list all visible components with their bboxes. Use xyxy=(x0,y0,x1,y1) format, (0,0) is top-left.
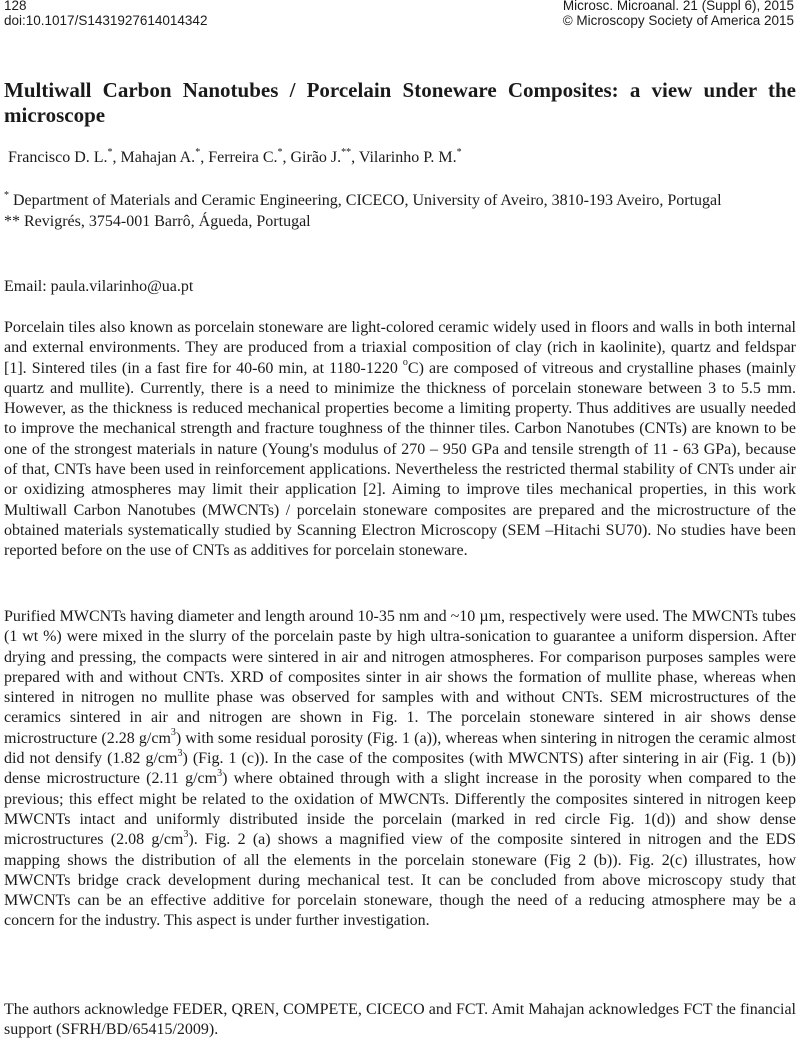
acknowledgements: The authors acknowledge FEDER, QREN, COMPETE, CICECO and FCT. Amit Mahajan acknowledges FCT the financial support (SFRH/BD/65415/2009). xyxy=(4,1001,796,1039)
journal-citation: Microsc. Microanal. 21 (Suppl 6), 2015 xyxy=(562,0,794,13)
author-affiliation-mark: ** xyxy=(341,146,352,158)
paper-title: Multiwall Carbon Nanotubes / Porcelain Stoneware Composites: a view under the microscope xyxy=(4,78,796,127)
author-name: Francisco D. L. xyxy=(8,149,108,166)
author-name: Girão J. xyxy=(290,149,342,166)
author-affiliation-mark: * xyxy=(277,146,283,158)
author-affiliation-mark: * xyxy=(195,146,201,158)
author-affiliation-mark: * xyxy=(107,146,113,158)
contact-email: Email: paula.vilarinho@ua.pt xyxy=(4,278,194,295)
author-name: Mahajan A. xyxy=(120,149,196,166)
author-name: Vilarinho P. M. xyxy=(358,149,457,166)
affiliation-secondary: ** Revigrés, 3754-001 Barrô, Águeda, Portugal xyxy=(4,212,311,230)
author-list: Francisco D. L.*, Mahajan A.*, Ferreira C.*, Girão J.**, Vilarinho P. M.* xyxy=(8,146,462,166)
affiliation-primary: * Department of Materials and Ceramic Engineering, CICECO, University of Aveiro, 3810-193 Aveiro, Portugal xyxy=(4,189,722,209)
superscript: 3 xyxy=(170,727,176,739)
author-name: Ferreira C. xyxy=(208,149,278,166)
superscript: o xyxy=(402,357,408,369)
superscript: 3 xyxy=(217,768,223,780)
copyright: © Microscopy Society of America 2015 xyxy=(562,13,794,28)
body-paragraph-1: Porcelain tiles also known as porcelain stoneware are light-colored ceramic widely used in floors and walls in both internal and external environments. They are produced from a triaxial composition of clay (rich in kaolinite), quartz and feldspar [1]. Sintered tiles (in a fast fire for 40-60 min, at 1180-1220 $^o$C) are composed of vitreous and crystalline phases (mainly quartz and mullite). Currently, there is a need to minimize the thickness of porcelain stoneware between 3 to 5.5 mm. However, as the thickness is reduced mechanical properties become a limiting property. Thus additives are usually needed to improve the mechanical strength and fracture toughness of the thinner tiles. Carbon Nanotubes (CNTs) are known to be one of the strongest materials in nature (Young's modulus of 270 – 950 GPa and tensile strength of 11 - 63 GPa), because of that, CNTs have been used in reinforcement applications. Nevertheless the restricted thermal stability of CNTs under air or oxidizing atmospheres may limit their application [2]. Aiming to improve tiles mechanical properties, in this work Multiwall Carbon Nanotubes (MWCNTs) / porcelain stoneware composites are prepared and the microstructure of the obtained materials systematically studied by Scanning Electron Microscopy (SEM –Hitachi SU70). No studies have been reported before on the use of CNTs as additives for porcelain stoneware. xyxy=(4,319,796,560)
affiliation-mark: * xyxy=(4,189,9,201)
affiliations xyxy=(4,191,796,232)
body-paragraph-2: Purified MWCNTs having diameter and length around 10-35 nm and ~10 µm, respectively were used. The MWCNTs tubes (1 wt %) were mixed in the slurry of the porcelain paste by high ultra-sonication to guarantee a uniform dispersion. After drying and pressing, the compacts were sintered in air and nitrogen atmospheres. For comparison purposes samples were prepared with and without CNTs. XRD of composites sinter in air shows the formation of mullite phase, whereas when sintered in nitrogen no mullite phase was observed for samples with and without CNTs. SEM microstructures of the ceramics sintered in air and nitrogen are shown in Fig. 1. The porcelain stoneware sintered in air shows dense microstructure (2.28 $g/cm^3$) with some residual porosity (Fig. 1 (a)), whereas when sintering in nitrogen the ceramic almost did not densify (1.82 $g/cm^3$) (Fig. 1 (c)). In the case of the composites (with MWCNTS) after sintering in air (Fig. 1 (b)) dense microstructure (2.11 $g/cm^3$) where obtained through with a slight increase in the porosity when compared to the previous; this effect might be related to the oxidation of MWCNTs. Differently the composites sintered in nitrogen keep MWCNTs intact and uniformly distributed inside the porcelain (marked in red circle Fig. 1(d)) and show dense microstructures (2.08 $g/cm^3$). Fig. 2 (a) shows a magnified view of the composite sintered in nitrogen and the EDS mapping shows the distribution of all the elements in the porcelain stoneware (Fig 2 (b)). Fig. 2(c) illustrates, how MWCNTs bridge crack development during mechanical test. It can be concluded from above microscopy study that MWCNTs can be an effective additive for porcelain stoneware, though the need of a reducing atmosphere may be a concern for the industry. This aspect is under further investigation. xyxy=(4,608,797,930)
doi: doi:10.1017/S1431927614014342 xyxy=(4,13,208,28)
superscript: 3 xyxy=(183,828,189,840)
author-affiliation-mark: * xyxy=(456,146,462,158)
superscript: 3 xyxy=(177,747,183,759)
page-number: 128 xyxy=(4,0,27,13)
